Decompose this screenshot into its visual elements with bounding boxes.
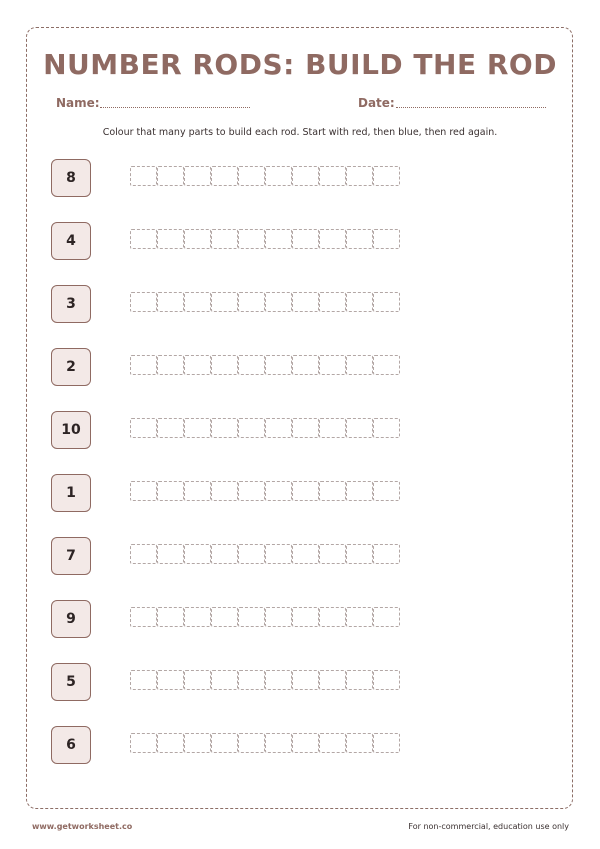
name-line[interactable] [100,107,250,108]
rod-cell[interactable] [157,481,184,501]
rod-cell[interactable] [184,355,211,375]
rod-cell[interactable] [130,355,157,375]
rod-number-box: 4 [51,222,91,260]
rod-cell[interactable] [346,607,373,627]
rod-cell[interactable] [130,166,157,186]
rod-cell[interactable] [184,544,211,564]
rod-cell[interactable] [238,229,265,249]
rod-cell[interactable] [319,544,346,564]
rod-cells [130,544,400,564]
rod-cell[interactable] [184,481,211,501]
rod-cell[interactable] [130,607,157,627]
rod-number-box: 2 [51,348,91,386]
rod-cell[interactable] [292,607,319,627]
rod-cell[interactable] [238,481,265,501]
rod-cell[interactable] [292,544,319,564]
rod-cell[interactable] [319,733,346,753]
rod-cells [130,355,400,375]
rod-cell[interactable] [184,733,211,753]
rod-cell[interactable] [265,229,292,249]
name-field [56,96,100,110]
rod-cell[interactable] [157,418,184,438]
rod-cells [130,166,400,186]
rod-number-box: 1 [51,474,91,512]
rod-cell[interactable] [265,607,292,627]
rod-cells [130,292,400,312]
rod-cell[interactable] [265,166,292,186]
rod-cell[interactable] [130,481,157,501]
rod-cell[interactable] [292,670,319,690]
rod-cell[interactable] [319,607,346,627]
rod-cell[interactable] [292,481,319,501]
rod-cell[interactable] [346,418,373,438]
rod-cell[interactable] [211,670,238,690]
rod-cell[interactable] [265,670,292,690]
rod-cell[interactable] [238,733,265,753]
rod-cell[interactable] [373,166,400,186]
rod-cell[interactable] [184,229,211,249]
date-line[interactable] [396,107,546,108]
rod-cell[interactable] [211,355,238,375]
rod-cell[interactable] [319,481,346,501]
rod-cell[interactable] [238,355,265,375]
rod-cell[interactable] [346,355,373,375]
rod-cell[interactable] [373,607,400,627]
rod-cells [130,733,400,753]
rod-number-box: 3 [51,285,91,323]
rod-cell[interactable] [292,355,319,375]
rod-cells [130,229,400,249]
rod-cell[interactable] [157,355,184,375]
instructions: Colour that many parts to build each rod. Start with red, then blue, then red again. [102,127,498,138]
rod-cell[interactable] [211,166,238,186]
rod-cell[interactable] [346,166,373,186]
rod-cell[interactable] [265,418,292,438]
rod-number-box: 7 [51,537,91,575]
rod-cell[interactable] [211,292,238,312]
rod-cell[interactable] [130,418,157,438]
rod-cell[interactable] [373,229,400,249]
rod-cell[interactable] [211,733,238,753]
rod-cell[interactable] [157,670,184,690]
rod-cell[interactable] [346,229,373,249]
rod-cells [130,607,400,627]
rod-cell[interactable] [265,481,292,501]
rod-cell[interactable] [319,292,346,312]
rod-number-box: 10 [51,411,91,449]
rod-cell[interactable] [184,292,211,312]
rod-cell[interactable] [130,670,157,690]
rod-cell[interactable] [157,733,184,753]
rod-cell[interactable] [319,229,346,249]
rod-number-box: 9 [51,600,91,638]
worksheet-title: NUMBER RODS: BUILD THE ROD [43,48,557,81]
date-field [358,96,395,110]
rod-cell[interactable] [265,544,292,564]
rod-cell[interactable] [292,292,319,312]
rod-cell[interactable] [157,166,184,186]
rod-cell[interactable] [238,292,265,312]
rod-cell[interactable] [346,733,373,753]
rod-cell[interactable] [184,607,211,627]
rod-cells [130,481,400,501]
rod-cell[interactable] [238,166,265,186]
footer-license: For non-commercial, education use only [408,822,569,831]
rod-cell[interactable] [265,292,292,312]
rod-cell[interactable] [346,670,373,690]
rod-cell[interactable] [211,229,238,249]
rod-cell[interactable] [292,418,319,438]
rod-cell[interactable] [346,292,373,312]
rod-cell[interactable] [130,229,157,249]
rod-cells [130,418,400,438]
rod-cell[interactable] [373,670,400,690]
rod-cell[interactable] [130,733,157,753]
rod-cell[interactable] [211,544,238,564]
rod-number-box: 5 [51,663,91,701]
rod-cell[interactable] [319,418,346,438]
rod-cell[interactable] [346,544,373,564]
rod-cell[interactable] [292,166,319,186]
footer-website: www.getworksheet.co [32,822,133,831]
rod-cell[interactable] [373,355,400,375]
rod-cell[interactable] [319,670,346,690]
rod-cell[interactable] [184,418,211,438]
rod-cell[interactable] [238,607,265,627]
rod-cell[interactable] [346,481,373,501]
rod-cell[interactable] [265,733,292,753]
rod-number-box: 8 [51,159,91,197]
rod-number-box: 6 [51,726,91,764]
rod-cell[interactable] [373,418,400,438]
rod-cell[interactable] [157,544,184,564]
rod-cell[interactable] [130,544,157,564]
rod-cell[interactable] [319,166,346,186]
rod-cell[interactable] [211,481,238,501]
name-label: Name: [56,96,100,110]
rod-cell[interactable] [265,355,292,375]
rod-cell[interactable] [373,292,400,312]
rod-cell[interactable] [373,733,400,753]
rod-cell[interactable] [238,544,265,564]
rod-cell[interactable] [373,481,400,501]
rod-cell[interactable] [292,733,319,753]
rod-cell[interactable] [211,418,238,438]
date-label: Date: [358,96,395,110]
rod-cell[interactable] [373,544,400,564]
rod-cell[interactable] [184,166,211,186]
rod-cell[interactable] [184,670,211,690]
rod-cell[interactable] [238,418,265,438]
rod-cell[interactable] [211,607,238,627]
rod-cell[interactable] [238,670,265,690]
rod-cell[interactable] [319,355,346,375]
rod-cell[interactable] [292,229,319,249]
rod-cell[interactable] [157,292,184,312]
rod-cells [130,670,400,690]
rod-cell[interactable] [157,607,184,627]
rod-cell[interactable] [157,229,184,249]
rod-cell[interactable] [130,292,157,312]
